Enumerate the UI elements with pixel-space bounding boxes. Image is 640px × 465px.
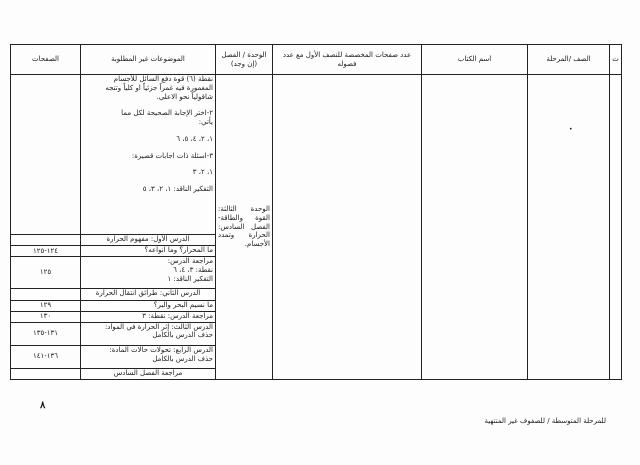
topic-line: الدرس الثالث: إثر الحرارة في المواد:	[104, 322, 213, 331]
topic-cell: مراجعة الفصل السادس	[81, 368, 216, 379]
block-line: شاقولياً نحو الاعلى.	[156, 92, 213, 101]
header-page-count: عدد صفحات المخصصة للنصف الأول مع عدد فصوله	[273, 45, 422, 75]
block-line: ١، ٢، ٤، ٥، ٦	[176, 134, 213, 143]
topic-cell	[81, 345, 216, 368]
header-book: اسم الكتاب	[422, 45, 528, 75]
lesson-title: الدرس الثاني: طرائق انتقال الحرارة	[81, 289, 216, 300]
pages-cell: ١٢٥	[11, 257, 81, 289]
header-topics: الموضوعات غير المطلوبة	[81, 45, 216, 75]
block-line: نقطة (٦) قوة دفع السائل للأجسام	[113, 75, 213, 84]
pages-cell	[11, 368, 81, 379]
pages-cell: ١٣١-١٣٥	[11, 322, 81, 345]
pages-cell	[11, 235, 81, 246]
table-row	[11, 75, 622, 235]
stray-mark: •	[569, 126, 573, 133]
page-count-cell	[273, 75, 422, 380]
index-cell	[610, 75, 622, 380]
header-pages: الصفحات	[11, 45, 81, 75]
exercise-block	[81, 75, 216, 235]
pages-cell: ١٢٤-١٢٥	[11, 246, 81, 257]
topic-line: حذف الدرس بالكامل	[152, 331, 213, 340]
block-line: المغمورة فيه غمراً جزئياً او كلياً وتتجه	[105, 83, 213, 92]
topic-cell: مراجعة الدرس: نقطة: ٣	[81, 311, 216, 322]
topic-line: نقطة: ٣، ٤، ٦	[173, 266, 213, 274]
curriculum-table	[10, 44, 622, 380]
header-row	[11, 45, 622, 75]
pages-cell: ١٢٩	[11, 300, 81, 311]
stage-cell	[528, 75, 610, 380]
block-line: ١، ٢، ٣	[192, 168, 213, 177]
pages-cell: ١٣٠	[11, 311, 81, 322]
topic-cell	[81, 257, 216, 289]
lesson-title: الدرس الأول: مفهوم الحرارة	[81, 235, 216, 246]
footer-text: للمرحلة المتوسطة / للصفوف غير المنتهية	[484, 417, 606, 425]
header-unit: الوحدة / الفصل (إن وجد)	[216, 45, 273, 75]
block-line: يأتي:	[198, 118, 213, 127]
pages-cell	[11, 289, 81, 300]
topic-line: مراجعة الدرس:	[167, 257, 213, 266]
topic-cell: ما المحرار؟ وما انواعه؟	[81, 246, 216, 257]
topic-cell: ما نسيم البحر والبر؟	[81, 300, 216, 311]
block-line: التفكير الناقد: ١، ٢، ٣، ٥	[142, 185, 213, 194]
topic-line: التفكير الناقد: ١	[167, 274, 213, 283]
unit-cell: الوحدة الثالثة: القوة والطاقة- الفصل السادس: الحرارة وتمدد الأجسام.	[216, 75, 273, 380]
topic-line: الدرس الرابع: تحولات حالات المادة:	[109, 345, 213, 354]
header-index: ت	[610, 45, 622, 75]
block-line: ٢-اختر الإجابة الصحيحة لكل مما	[121, 109, 213, 118]
header-stage: الصف /المرحلة	[528, 45, 610, 75]
book-cell	[422, 75, 528, 380]
pages-cell	[11, 75, 81, 235]
topic-cell	[81, 322, 216, 345]
pages-cell: ١٣٦-١٤١	[11, 345, 81, 368]
page-number: ٨	[40, 400, 46, 411]
topic-line: حذف الدرس بالكامل	[152, 354, 213, 363]
block-line: ٣-اسئلة ذات اجابات قصيرة:	[131, 151, 213, 160]
